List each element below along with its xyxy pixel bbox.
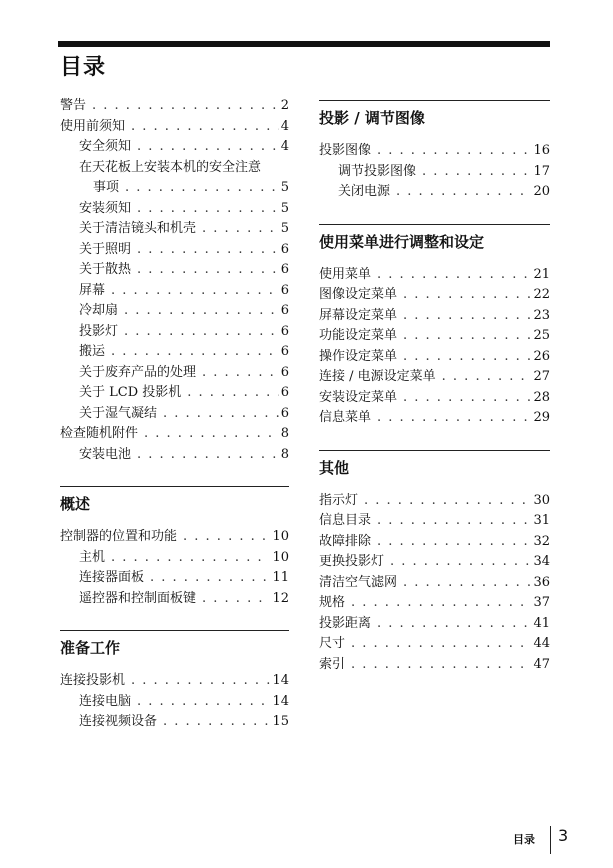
toc-entry-label: 索引	[319, 656, 346, 672]
footer-divider	[550, 826, 551, 854]
toc-entry-page: 26	[533, 348, 550, 364]
toc-entry[interactable]	[60, 424, 289, 445]
toc-entry-page: 6	[280, 282, 289, 298]
toc-entry-label: 控制器的位置和功能	[60, 529, 178, 544]
toc-entry[interactable]	[319, 162, 550, 183]
toc-entry-label: 投影灯	[79, 323, 119, 339]
dot-leader	[187, 383, 278, 404]
toc-entry-label: 关于湿气凝结	[79, 405, 158, 421]
toc-entry-label: 关于照明	[79, 241, 132, 257]
toc-entry-label: 在天花板上安装本机的安全注意	[79, 159, 262, 175]
page-title: 目录	[60, 55, 107, 80]
toc-entry-page: 36	[533, 574, 550, 590]
dot-leader	[351, 634, 531, 655]
toc-entry-label: 使用菜单	[319, 266, 372, 282]
toc-entry[interactable]	[60, 363, 289, 384]
toc-entry-label: 遥控器和控制面板键	[79, 590, 197, 606]
toc-entry[interactable]	[319, 141, 550, 162]
toc-entry-label: 警告	[60, 98, 87, 113]
toc-entry[interactable]	[319, 182, 550, 203]
toc-entry-page: 6	[280, 241, 289, 257]
toc-entry-page: 41	[533, 615, 550, 631]
dot-leader	[144, 424, 279, 445]
toc-entry[interactable]	[60, 404, 289, 425]
toc-right-column	[319, 100, 550, 675]
toc-entry-label: 检查随机附件	[60, 426, 139, 441]
toc-entry[interactable]	[60, 383, 289, 404]
toc-entry-page: 10	[272, 549, 289, 565]
dot-leader	[137, 445, 279, 466]
title-rule	[58, 41, 550, 47]
toc-entry-page: 44	[533, 636, 550, 651]
toc-entry-label: 关闭电源	[338, 184, 391, 199]
dot-leader	[202, 363, 279, 384]
section-heading: 投影 / 调节图像	[319, 100, 550, 133]
toc-entry[interactable]	[319, 367, 550, 388]
dot-leader	[351, 655, 531, 676]
toc-entry-label: 事项	[93, 180, 120, 195]
toc-entry[interactable]	[319, 655, 550, 676]
toc-entry-label: 搬运	[79, 344, 106, 359]
dot-leader	[403, 347, 531, 368]
toc-entry[interactable]	[60, 568, 289, 589]
toc-entry-page: 8	[280, 426, 289, 441]
dot-leader	[377, 532, 531, 553]
toc-entry[interactable]	[60, 240, 289, 261]
dot-leader	[150, 568, 270, 589]
toc-entry-label: 主机	[79, 549, 106, 565]
dot-leader	[377, 141, 531, 162]
footer-section-label: 目录	[513, 833, 535, 846]
toc-entry-page: 8	[280, 446, 289, 462]
section-heading: 准备工作	[60, 630, 289, 663]
toc-entry-page: 31	[533, 513, 550, 528]
toc-entry-label: 连接投影机	[60, 673, 126, 688]
dot-leader	[396, 182, 531, 203]
toc-entry-label: 尺寸	[319, 636, 346, 651]
toc-entry-page: 5	[280, 200, 289, 216]
toc-entry-label: 投影图像	[319, 143, 372, 158]
toc-entry[interactable]	[319, 306, 550, 327]
toc-entry-label: 更换投影灯	[319, 554, 385, 569]
dot-leader	[202, 219, 279, 240]
toc-entry-page: 28	[533, 389, 550, 405]
toc-section	[319, 100, 550, 203]
toc-entry-page: 37	[533, 595, 550, 610]
dot-leader	[422, 162, 531, 183]
dot-leader	[183, 527, 270, 548]
toc-entry[interactable]	[319, 408, 550, 429]
toc-entry-page: 6	[280, 405, 289, 421]
section-heading: 使用菜单进行调整和设定	[319, 224, 550, 257]
toc-left-column	[60, 96, 289, 733]
toc-entry-page: 6	[280, 323, 289, 339]
toc-entry[interactable]	[60, 178, 289, 199]
toc-entry-label: 图像设定菜单	[319, 287, 398, 302]
toc-entry-page: 11	[272, 570, 289, 585]
toc-entry-label: 关于清洁镜头和机壳	[79, 221, 197, 236]
toc-entry-page: 14	[272, 673, 289, 688]
toc-entry-label: 屏幕	[79, 282, 106, 298]
toc-entry[interactable]	[319, 347, 550, 368]
dot-leader	[351, 593, 531, 614]
toc-entry-page: 25	[533, 328, 550, 343]
dot-leader	[111, 342, 279, 363]
toc-entry[interactable]	[319, 388, 550, 409]
dot-leader	[364, 491, 531, 512]
toc-entry[interactable]	[319, 326, 550, 347]
toc-entry-page: 22	[533, 287, 550, 302]
toc-entry[interactable]	[319, 265, 550, 286]
toc-entry[interactable]	[60, 281, 289, 302]
dot-leader	[377, 614, 531, 635]
toc-entry-page: 6	[280, 344, 289, 359]
toc-entry[interactable]	[60, 671, 289, 692]
toc-entry-label: 操作设定菜单	[319, 348, 398, 364]
toc-entry[interactable]	[319, 573, 550, 594]
toc-entry[interactable]	[60, 117, 289, 138]
toc-entry-page: 4	[280, 118, 289, 134]
dot-leader	[403, 326, 531, 347]
toc-entry[interactable]	[60, 260, 289, 281]
toc-entry-label: 信息菜单	[319, 410, 372, 425]
toc-entry-label: 故障排除	[319, 533, 372, 549]
toc-entry-label: 关于废弃产品的处理	[79, 364, 197, 380]
toc-entry-page: 32	[533, 533, 550, 549]
toc-entry[interactable]	[60, 342, 289, 363]
toc-entry-page: 2	[280, 98, 289, 113]
toc-entry-page: 5	[280, 221, 289, 236]
dot-leader	[92, 96, 279, 117]
toc-entry-label: 功能设定菜单	[319, 328, 398, 343]
dot-leader	[131, 117, 279, 138]
toc-entry-label: 连接 / 电源设定菜单	[319, 369, 436, 384]
section-heading: 概述	[60, 486, 289, 519]
toc-entry-page: 5	[280, 180, 289, 195]
toc-entry-page: 6	[280, 364, 289, 380]
dot-leader	[202, 589, 270, 610]
toc-entry[interactable]	[319, 593, 550, 614]
dot-leader	[442, 367, 532, 388]
toc-entry[interactable]	[60, 158, 289, 179]
dot-leader	[403, 573, 531, 594]
dot-leader	[163, 712, 270, 733]
dot-leader	[124, 301, 279, 322]
section-spacer	[319, 429, 550, 450]
toc-entry-page: 30	[533, 492, 550, 508]
toc-entry-page: 6	[280, 385, 289, 400]
toc-entry-label: 关于散热	[79, 262, 132, 277]
dot-leader	[137, 137, 279, 158]
toc-entry-label: 安装电池	[79, 446, 132, 462]
section-spacer	[319, 203, 550, 224]
toc-entry-label: 连接电脑	[79, 693, 132, 709]
toc-section	[60, 630, 289, 733]
toc-entry-page: 20	[533, 184, 550, 199]
toc-entry[interactable]	[60, 96, 289, 117]
dot-leader	[111, 281, 279, 302]
toc-entry[interactable]	[319, 511, 550, 532]
toc-section	[60, 96, 289, 465]
toc-entry-label: 使用前须知	[60, 118, 126, 134]
dot-leader	[137, 260, 279, 281]
toc-entry-page: 21	[533, 266, 550, 282]
toc-entry-label: 冷却扇	[79, 303, 119, 318]
footer-page-number: 3	[558, 826, 569, 845]
toc-entry-label: 安全须知	[79, 139, 132, 154]
dot-leader	[377, 511, 531, 532]
toc-entry-page: 12	[272, 590, 289, 606]
toc-entry-page: 4	[280, 139, 289, 154]
toc-entry-label: 安装须知	[79, 200, 132, 216]
toc-entry-page: 27	[533, 369, 550, 384]
toc-entry-page: 14	[272, 693, 289, 709]
dot-leader	[137, 692, 270, 713]
toc-entry-label: 屏幕设定菜单	[319, 307, 398, 323]
toc-entry-label: 清洁空气滤网	[319, 574, 398, 590]
toc-entry[interactable]	[60, 589, 289, 610]
dot-leader	[377, 408, 531, 429]
dot-leader	[403, 306, 531, 327]
section-heading: 其他	[319, 450, 550, 483]
toc-entry[interactable]	[319, 552, 550, 573]
toc-entry-label: 关于 LCD 投影机	[79, 385, 182, 400]
toc-entry[interactable]	[60, 137, 289, 158]
toc-entry-label: 连接视频设备	[79, 714, 158, 729]
dot-leader	[403, 388, 531, 409]
toc-entry-label: 调节投影图像	[338, 163, 417, 179]
toc-entry-label: 安装设定菜单	[319, 389, 398, 405]
toc-entry-page: 34	[533, 554, 550, 569]
toc-entry-label: 规格	[319, 595, 346, 610]
toc-entry[interactable]	[60, 712, 289, 733]
dot-leader	[124, 322, 279, 343]
toc-entry-page: 6	[280, 303, 289, 318]
toc-entry[interactable]	[60, 219, 289, 240]
toc-entry-page: 16	[533, 143, 550, 158]
toc-entry-page: 29	[533, 410, 550, 425]
toc-entry-page: 6	[280, 262, 289, 277]
toc-entry-label: 指示灯	[319, 492, 359, 508]
toc-entry[interactable]	[60, 301, 289, 322]
toc-entry-label: 投影距离	[319, 615, 372, 631]
dot-leader	[125, 178, 279, 199]
toc-entry-label: 连接器面板	[79, 570, 145, 585]
toc-entry[interactable]	[319, 491, 550, 512]
section-spacer	[60, 609, 289, 630]
toc-entry[interactable]	[60, 692, 289, 713]
toc-entry-label: 信息目录	[319, 513, 372, 528]
toc-entry[interactable]	[60, 548, 289, 569]
toc-entry-page: 15	[272, 714, 289, 729]
toc-section	[319, 224, 550, 429]
toc-entry-page: 23	[533, 307, 550, 323]
dot-leader	[137, 199, 279, 220]
toc-entry-page: 10	[272, 529, 289, 544]
toc-entry[interactable]	[60, 322, 289, 343]
toc-section	[319, 450, 550, 676]
toc-entry[interactable]	[319, 532, 550, 553]
toc-entry[interactable]	[319, 634, 550, 655]
toc-entry-page: 17	[533, 163, 550, 179]
dot-leader	[111, 548, 270, 569]
toc-entry-page: 47	[533, 656, 550, 672]
dot-leader	[403, 285, 531, 306]
toc-entry[interactable]	[60, 527, 289, 548]
toc-entry[interactable]	[319, 285, 550, 306]
toc-entry[interactable]	[319, 614, 550, 635]
dot-leader	[137, 240, 279, 261]
toc-entry[interactable]	[60, 445, 289, 466]
dot-leader	[390, 552, 531, 573]
dot-leader	[131, 671, 270, 692]
dot-leader	[163, 404, 279, 425]
section-spacer	[60, 465, 289, 486]
dot-leader	[377, 265, 531, 286]
toc-section	[60, 486, 289, 609]
toc-entry[interactable]	[60, 199, 289, 220]
